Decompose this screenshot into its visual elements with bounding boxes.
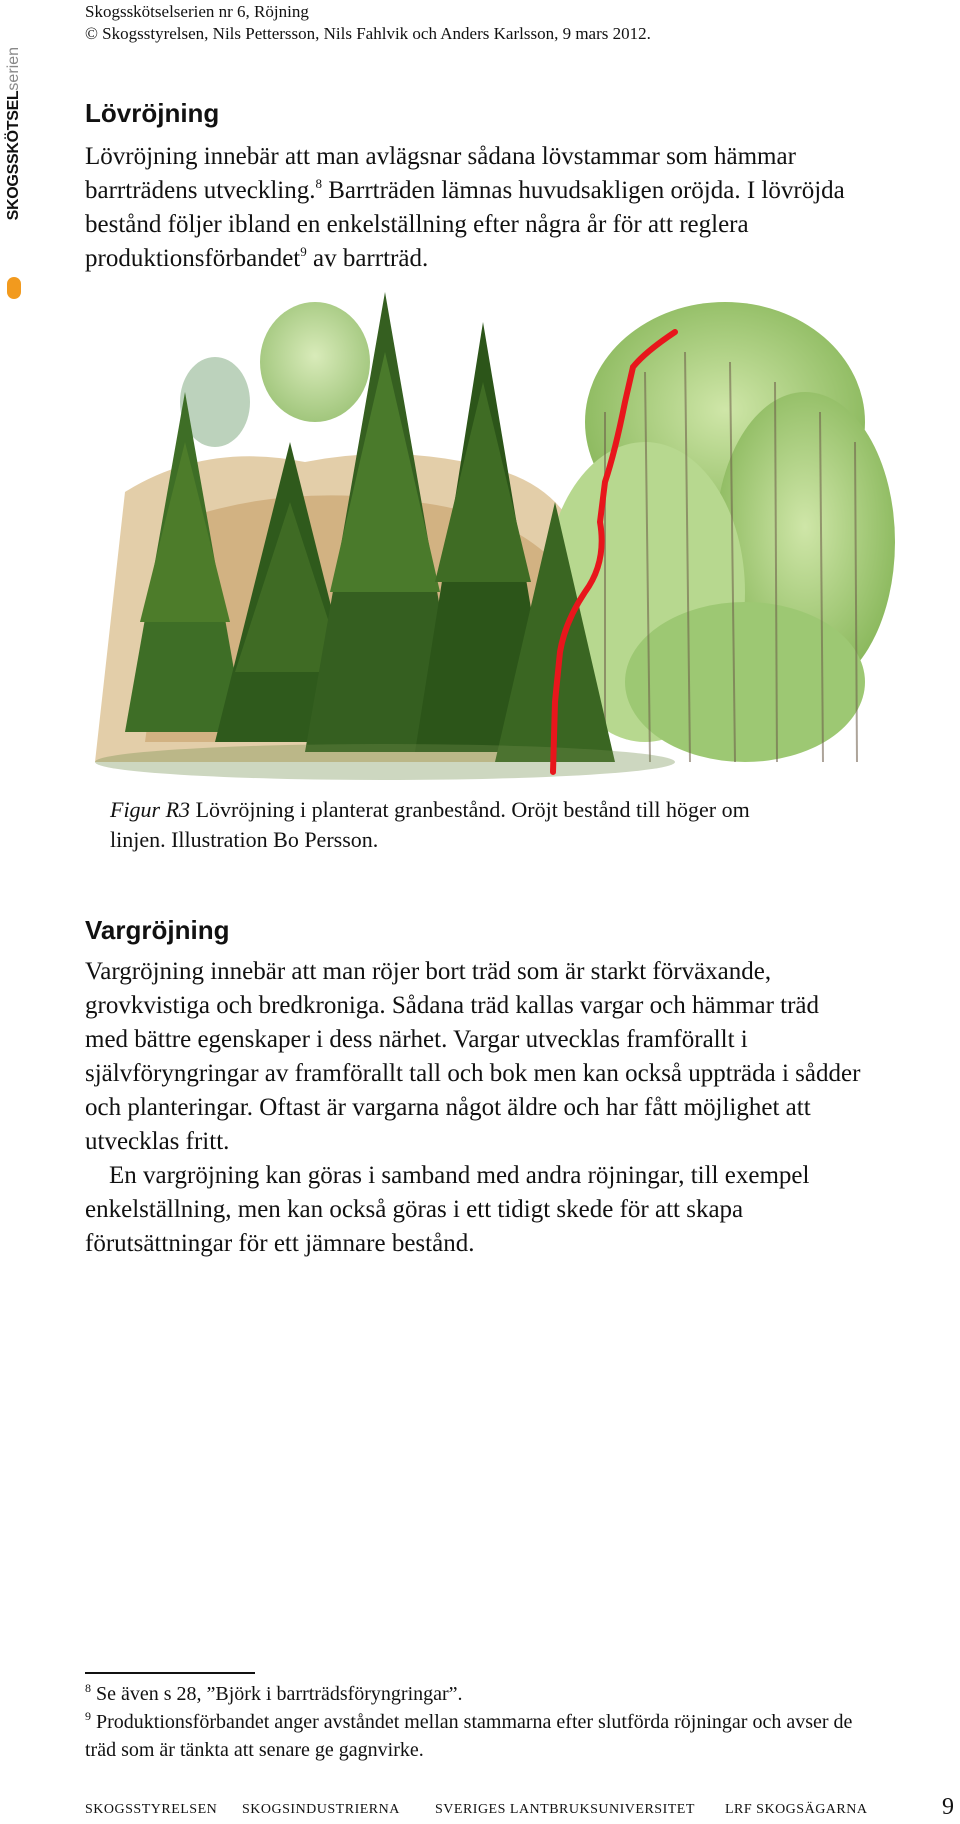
lovrojning-text-a: Lövröjning innebär att man avlägsnar sådana lövstammar som hämmar barrträdens utveckling. (85, 143, 796, 204)
footer-org-skogsindustrierna: SKOGSINDUSTRIERNA (242, 1802, 400, 1817)
lovrojning-text-c: av barrträd. (306, 245, 429, 272)
ground-shadow (95, 744, 675, 780)
page-footer (85, 1802, 875, 1822)
birch-stand-crown (625, 602, 865, 762)
footnote-text: Se även s 28, ”Björk i barrträdsföryngringar”. (91, 1683, 463, 1705)
series-logo-text (2, 47, 26, 267)
header-series-title: Skogsskötselserien nr 6, Röjning (85, 2, 309, 21)
footnote-9 (85, 1708, 865, 1764)
logo-dot-icon (7, 277, 21, 299)
running-header (85, 1, 651, 45)
header-copyright: © Skogsstyrelsen, Nils Pettersson, Nils Fahlvik och Anders Karlsson, 9 mars 2012. (85, 24, 651, 43)
series-logo (2, 47, 26, 267)
series-logo-light: serien (5, 47, 22, 91)
footnote-divider (85, 1672, 255, 1674)
page-number: 9 (942, 1794, 954, 1820)
birch-crown (260, 302, 370, 422)
footer-org-lrf: LRF SKOGSÄGARNA (725, 1802, 868, 1817)
series-logo-strong: SKOGSSKÖTSEL (5, 90, 22, 221)
footer-org-slu: SVERIGES LANTBRUKSUNIVERSITET (435, 1802, 695, 1817)
footnote-ref-8[interactable]: 8 (315, 176, 322, 191)
vargrojning-paragraph-1: Vargröjning innebär att man röjer bort träd som är starkt förväxande, grovkvistiga och bredkroniga. Sådana träd kallas vargar och hämmar träd med bättre egenskaper i dess närhet. Vargar utvecklas framförallt i självföryngringar av framförallt tall och bok men kan också uppträda i sådder och planteringar. Oftast är vargarna något äldre och har fått möjlighet att utvecklas fritt. (85, 958, 861, 1155)
footnote-ref-9[interactable]: 9 (300, 244, 307, 259)
footnote-number: 9 (85, 1709, 91, 1723)
section-heading-vargrojning: Vargröjning (85, 915, 230, 945)
caption-text: Lövröjning i planterat granbestånd. Oröjt bestånd till höger om linjen. Illustration Bo Persson. (110, 797, 750, 852)
lovrojning-paragraph (85, 140, 865, 276)
footer-org-skogsstyrelsen: SKOGSSTYRELSEN (85, 1802, 218, 1817)
lovrojning-text-b: Barrträden lämnas huvudsakligen oröjda. I lövröjda bestånd följer ibland en enkelställning efter några år för att reglera produktionsförbandet (85, 177, 845, 272)
figure-r3-illustration (85, 292, 895, 782)
footnote-8 (85, 1680, 865, 1708)
footnote-number: 8 (85, 1681, 91, 1695)
caption-label: Figur R3 (110, 797, 191, 822)
figure-caption (110, 795, 810, 855)
vargrojning-paragraph-2: En vargröjning kan göras i samband med andra röjningar, till exempel enkelställning, men kan också göras i ett tidigt skede för att skapa förutsättningar för ett jämnare bestånd. (85, 1162, 810, 1257)
section-heading-lovrojning: Lövröjning (85, 98, 220, 128)
footnote-text: Produktionsförbandet anger avståndet mellan stammarna efter slutförda röjningar och avser de träd som är tänkta att senare ge gagnvirke. (85, 1711, 853, 1761)
